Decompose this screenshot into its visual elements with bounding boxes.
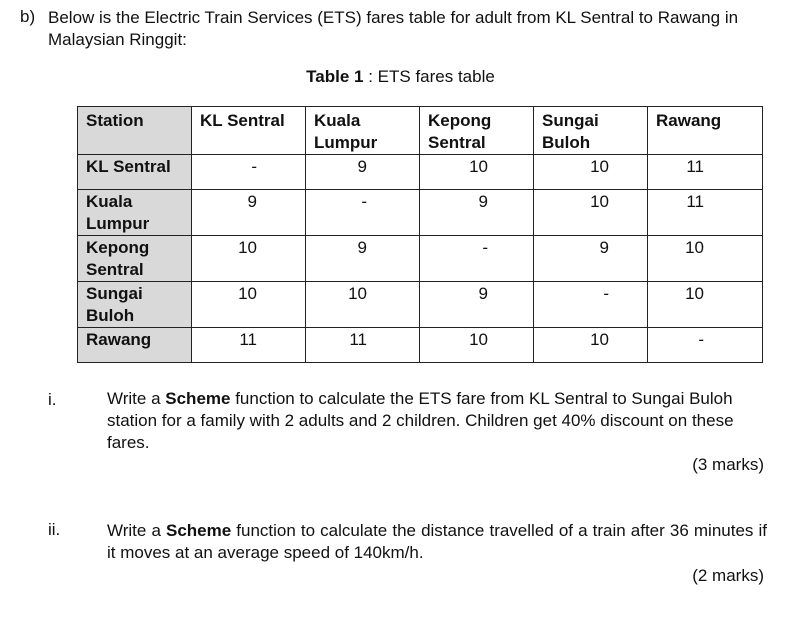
fare-cell: 9	[534, 236, 648, 282]
subquestion-marks: (3 marks)	[692, 455, 764, 474]
subquestion-text-end: function to calculate the distance travelled of a train after 36 minutes if it moves at an average speed of 140km/h.	[107, 521, 767, 562]
fare-cell: 10	[306, 282, 420, 328]
table-row	[78, 282, 763, 328]
subquestion-text	[107, 388, 767, 454]
row-station: Kepong Sentral	[78, 236, 192, 282]
header-kl-sentral: KL Sentral	[192, 107, 306, 155]
row-station: Kuala Lumpur	[78, 190, 192, 236]
question-label: b)	[20, 7, 36, 26]
fare-cell: 11	[306, 328, 420, 363]
fare-cell: 10	[648, 236, 763, 282]
fare-cell: 10	[192, 282, 306, 328]
table-header-row	[78, 107, 763, 155]
fare-cell: -	[420, 236, 534, 282]
fare-cell: -	[648, 328, 763, 363]
subquestion-text-start: Write a	[107, 521, 166, 540]
subquestion-number: ii.	[48, 520, 61, 539]
fare-cell: 10	[420, 328, 534, 363]
question-text: Below is the Electric Train Services (ETS) fares table for adult from KL Sentral to Rawang in Malaysian Ringgit:	[48, 8, 739, 49]
header-rawang: Rawang	[648, 107, 763, 155]
header-kepong-sentral: Kepong Sentral	[420, 107, 534, 155]
fare-cell: 11	[648, 190, 763, 236]
fare-cell: 9	[420, 190, 534, 236]
row-station: Sungai Buloh	[78, 282, 192, 328]
table-row	[78, 236, 763, 282]
subquestion-text	[107, 520, 767, 564]
fare-cell: 10	[648, 282, 763, 328]
fare-cell: -	[306, 190, 420, 236]
table-row	[78, 328, 763, 363]
fare-cell: 10	[534, 328, 648, 363]
fare-cell: 11	[192, 328, 306, 363]
fare-cell: 10	[420, 155, 534, 190]
subquestion-keyword: Scheme	[165, 389, 231, 408]
header-station: Station	[78, 107, 192, 155]
fare-cell: 9	[306, 236, 420, 282]
fare-cell: -	[534, 282, 648, 328]
table-caption-label: Table 1	[306, 67, 364, 86]
table-caption	[0, 67, 801, 87]
fare-cell: 9	[420, 282, 534, 328]
fare-cell: -	[192, 155, 306, 190]
subquestion-text-start: Write a	[107, 389, 166, 408]
fare-cell: 9	[306, 155, 420, 190]
table-row	[78, 155, 763, 190]
row-station: Rawang	[78, 328, 192, 363]
header-sungai-buloh: Sungai Buloh	[534, 107, 648, 155]
fare-cell: 9	[192, 190, 306, 236]
subquestion-marks: (2 marks)	[692, 566, 764, 585]
table-row	[78, 190, 763, 236]
fare-cell: 11	[648, 155, 763, 190]
fare-cell: 10	[534, 190, 648, 236]
header-kuala-lumpur: Kuala Lumpur	[306, 107, 420, 155]
subquestion-text-end: function to calculate the ETS fare from KL Sentral to Sungai Buloh station for a family with 2 adults and 2 children. Children get 40% discount on these fares.	[107, 389, 734, 452]
fare-cell: 10	[534, 155, 648, 190]
row-station: KL Sentral	[78, 155, 192, 190]
subquestion-keyword: Scheme	[165, 521, 232, 540]
fare-cell: 10	[192, 236, 306, 282]
table-caption-text: : ETS fares table	[363, 67, 495, 86]
subquestion-number: i.	[48, 390, 57, 409]
fares-table	[77, 106, 763, 363]
